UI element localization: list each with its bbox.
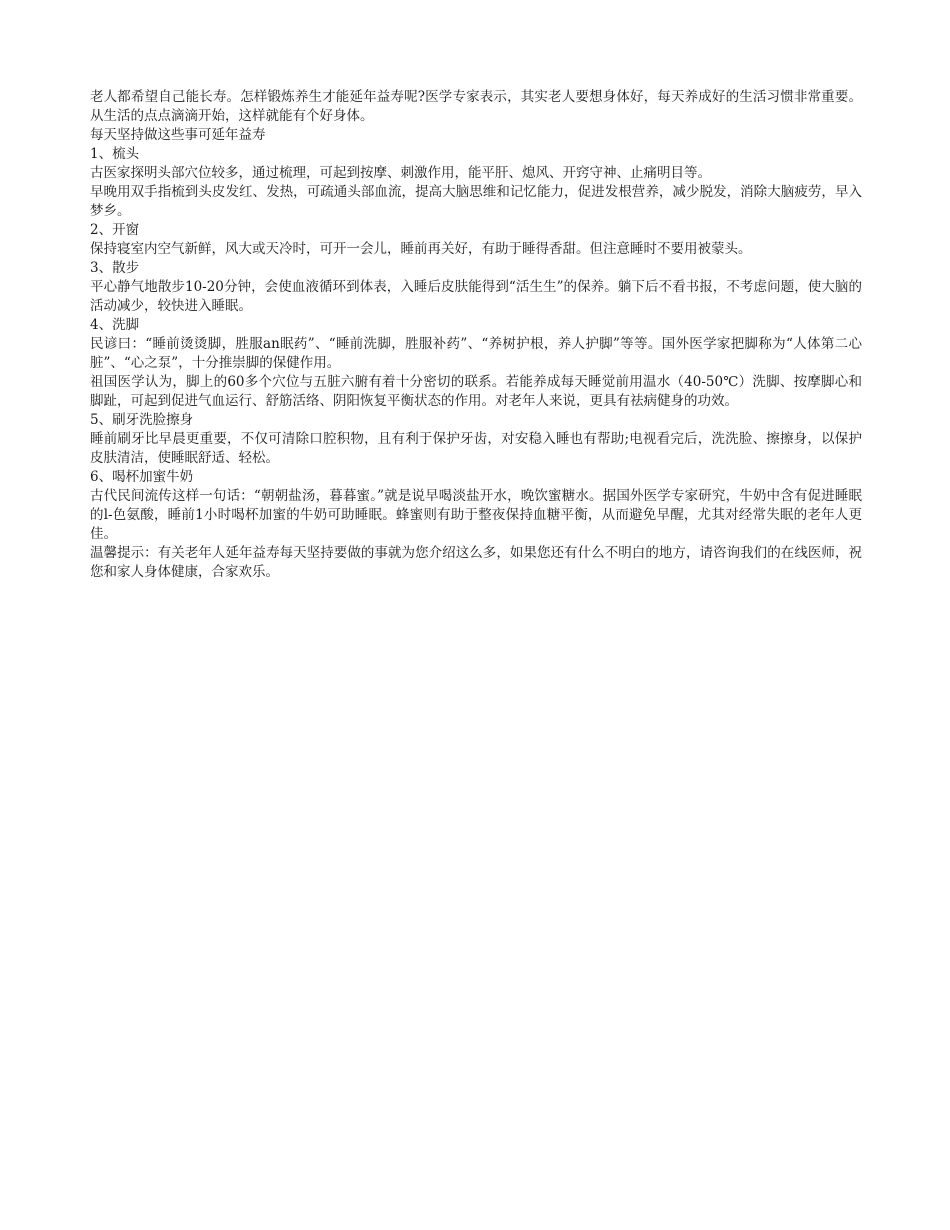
section-paragraph: 睡前刷牙比早晨更重要，不仅可清除口腔积物，且有利于保护牙齿，对安稳入睡也有帮助;电视看完后，洗洗脸、擦擦身，以保护皮肤清洁，使睡眠舒适、轻松。 [90, 431, 862, 466]
section-paragraph: 古医家探明头部穴位较多，通过梳理，可起到按摩、刺激作用，能平肝、熄风、开窍守神、止痛明目等。 [90, 165, 711, 181]
closing-tip: 温馨提示：有关老年人延年益寿每天坚持要做的事就为您介绍这么多，如果您还有什么不明白的地方，请咨询我们的在线医师，祝您和家人身体健康，合家欢乐。 [90, 545, 862, 580]
section-paragraph: 古代民间流传这样一句话：“朝朝盐汤，暮暮蜜。”就是说早喝淡盐开水，晚饮蜜糖水。据国外医学专家研究，牛奶中含有促进睡眠的l-色氨酸，睡前1小时喝杯加蜜的牛奶可助睡眠。蜂蜜则有助于整夜保持血糖平衡，从而避免早醒，尤其对经常失眠的老年人更佳。 [90, 488, 862, 542]
section-paragraph: 民谚曰：“睡前烫烫脚，胜服an眠药”、“睡前洗脚，胜服补药”、“养树护根，养人护脚”等等。国外医学家把脚称为“人体第二心脏”、“心之泵”，十分推崇脚的保健作用。 [90, 336, 862, 371]
article-subtitle: 每天坚持做这些事可延年益寿 [90, 127, 266, 143]
section-heading-window: 2、开窗 [90, 222, 140, 238]
section-heading-brush-wash: 5、刷牙洗脸擦身 [90, 412, 194, 428]
section-heading-foot-wash: 4、洗脚 [90, 317, 140, 333]
section-paragraph: 祖国医学认为，脚上的60多个穴位与五脏六腑有着十分密切的联系。若能养成每天睡觉前用温水（40-50℃）洗脚、按摩脚心和脚趾，可起到促进气血运行、舒筋活络、阴阳恢复平衡状态的作用。对老年人来说，更具有祛病健身的功效。 [90, 374, 862, 409]
section-heading-walk: 3、散步 [90, 260, 140, 276]
section-paragraph: 平心静气地散步10-20分钟，会使血液循环到体表，入睡后皮肤能得到“活生生”的保养。躺下后不看书报，不考虑问题，使大脑的活动减少，较快进入睡眠。 [90, 279, 862, 314]
intro-paragraph: 老人都希望自己能长寿。怎样锻炼养生才能延年益寿呢?医学专家表示，其实老人要想身体好，每天养成好的生活习惯非常重要。从生活的点点滴滴开始，这样就能有个好身体。 [90, 89, 862, 124]
section-paragraph: 保持寝室内空气新鲜，风大或天冷时，可开一会儿，睡前再关好，有助于睡得香甜。但注意睡时不要用被蒙头。 [90, 241, 752, 257]
section-heading-combing: 1、梳头 [90, 146, 140, 162]
document-body [90, 88, 862, 582]
section-heading-honey-milk: 6、喝杯加蜜牛奶 [90, 469, 194, 485]
section-paragraph: 早晚用双手指梳到头皮发红、发热，可疏通头部血流，提高大脑思维和记忆能力，促进发根营养，减少脱发，消除大脑疲劳，早入梦乡。 [90, 184, 862, 219]
